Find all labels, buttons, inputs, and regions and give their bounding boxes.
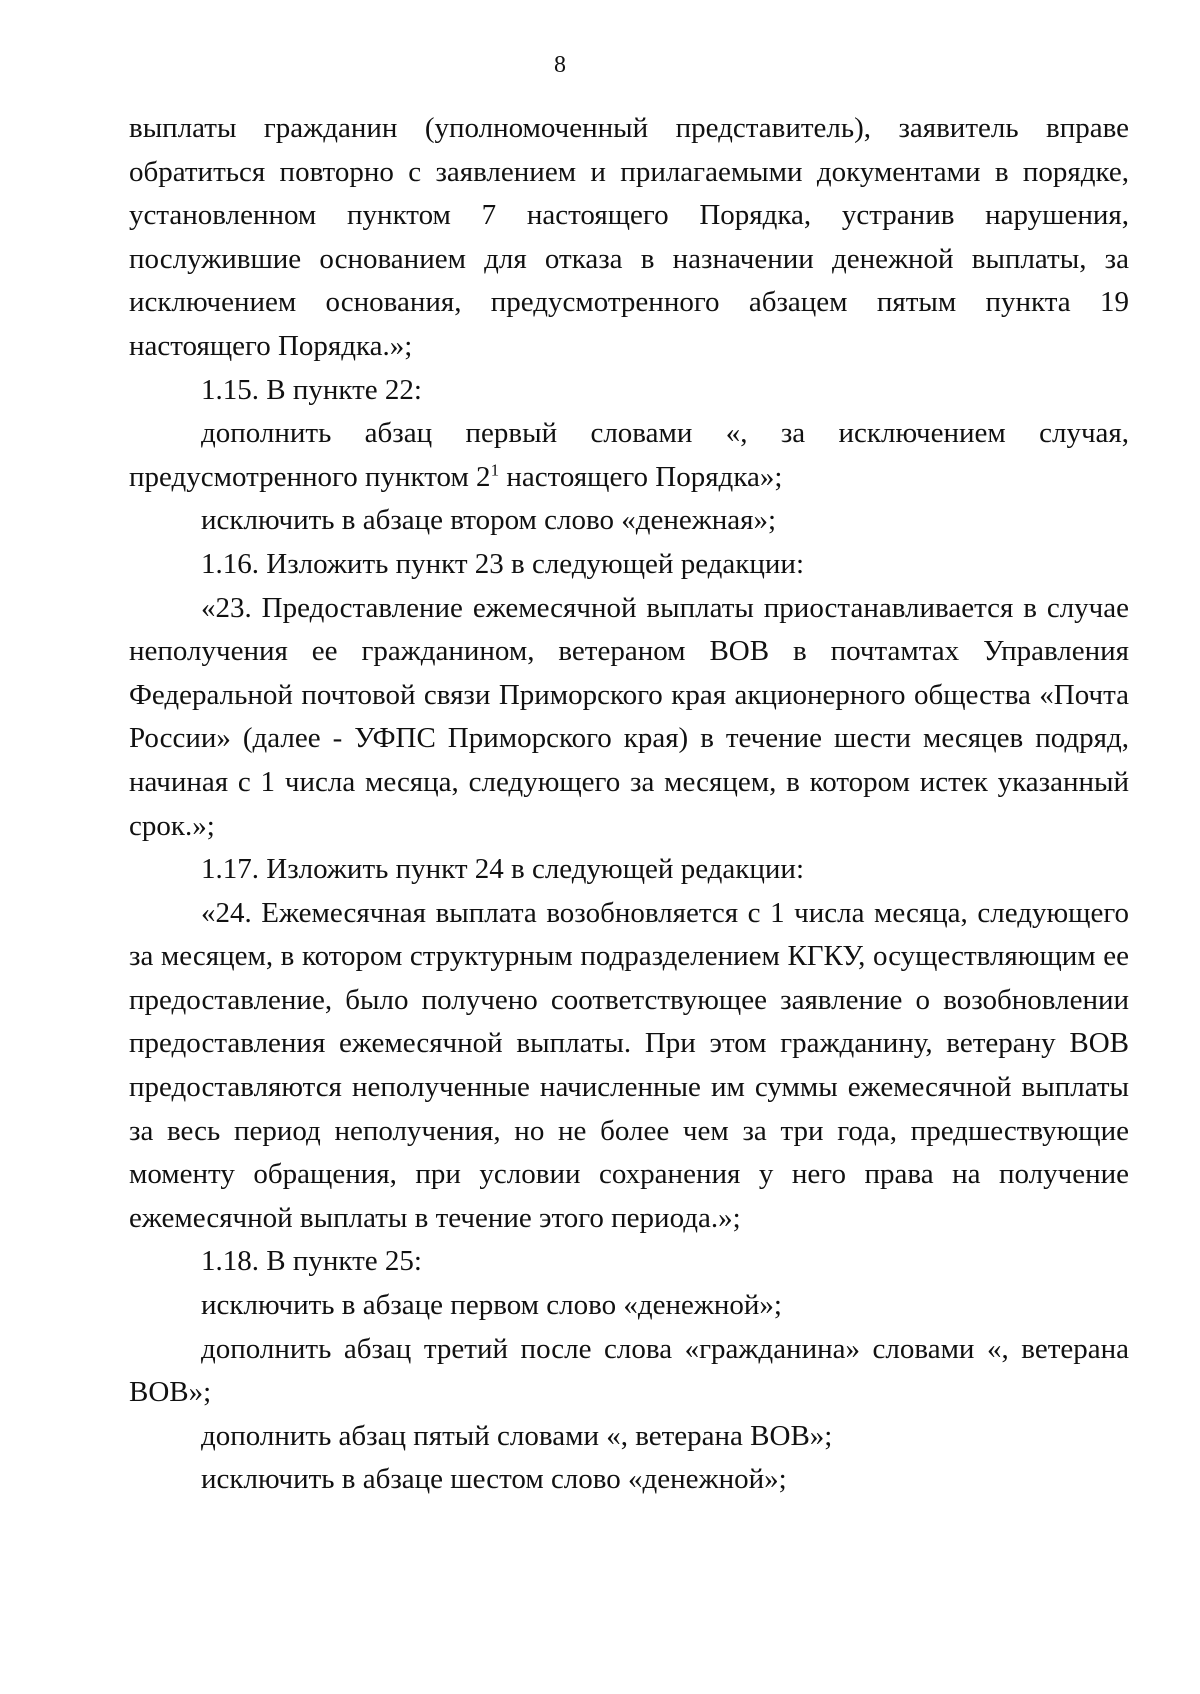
clause-1-17-heading: 1.17. Изложить пункт 24 в следующей редакции:	[201, 853, 805, 886]
clause-1-16-heading: 1.16. Изложить пункт 23 в следующей редакции:	[201, 547, 805, 580]
clause-1-18-item-4: исключить в абзаце шестом слово «денежной»;	[201, 1463, 787, 1496]
clause-1-18-item-2: дополнить абзац третий после слова «гражданина» словами «, ветерана ВОВ»;	[129, 1332, 1129, 1409]
clause-1-15-item-1-line-1: дополнить абзац первый словами «, за исключением случая,	[201, 417, 1129, 450]
clause-1-15-heading: 1.15. В пункте 22:	[201, 373, 422, 406]
superscript-index: 1	[490, 460, 500, 480]
clause-1-18-item-1: исключить в абзаце первом слово «денежной»;	[201, 1289, 782, 1322]
reference-text-tail: настоящего Порядка»;	[499, 460, 783, 493]
document-body	[129, 107, 1129, 1502]
reference-text: предусмотренного пунктом 2	[129, 460, 491, 493]
clause-1-18-heading: 1.18. В пункте 25:	[201, 1245, 422, 1278]
point-24-text: «24. Ежемесячная выплата возобновляется с 1 числа месяца, следующего за месяцем, в котором структурным подразделением КГКУ, осуществляющим ее предоставление, было получено соответствующее заявление о возобновлении предоставления ежемесячной выплаты. При этом гражданину, ветерану ВОВ предоставляются неполученные начисленные им суммы ежемесячной выплаты за весь период неполучения, но не более чем за три года, предшествующие моменту обращения, при условии сохранения у него права на получение ежемесячной выплаты в течение этого периода.»;	[129, 896, 1129, 1234]
clause-1-15-item-1-line-2	[129, 456, 1129, 500]
point-23-text: «23. Предоставление ежемесячной выплаты приостанавливается в случае неполучения ее гражданином, ветераном ВОВ в почтамтах Управления Федеральной почтовой связи Приморского края акционерного общества «Почта России» (далее - УФПС Приморского края) в течение шести месяцев подряд, начиная с 1 числа месяца, следующего за месяцем, в котором истек указанный срок.»;	[129, 591, 1129, 842]
clause-1-15-item-2: исключить в абзаце втором слово «денежная»;	[201, 504, 777, 537]
page-number: 8	[554, 52, 566, 78]
clause-1-18-item-3: дополнить абзац пятый словами «, ветерана ВОВ»;	[201, 1419, 833, 1452]
paragraph-continuation: выплаты гражданин (уполномоченный представитель), заявитель вправе обратиться повторно с заявлением и прилагаемыми документами в порядке, установленном пунктом 7 настоящего Порядка, устранив нарушения, послужившие основанием для отказа в назначении денежной выплаты, за исключением основания, предусмотренного абзацем пятым пункта 19 настоящего Порядка.»;	[129, 112, 1129, 362]
